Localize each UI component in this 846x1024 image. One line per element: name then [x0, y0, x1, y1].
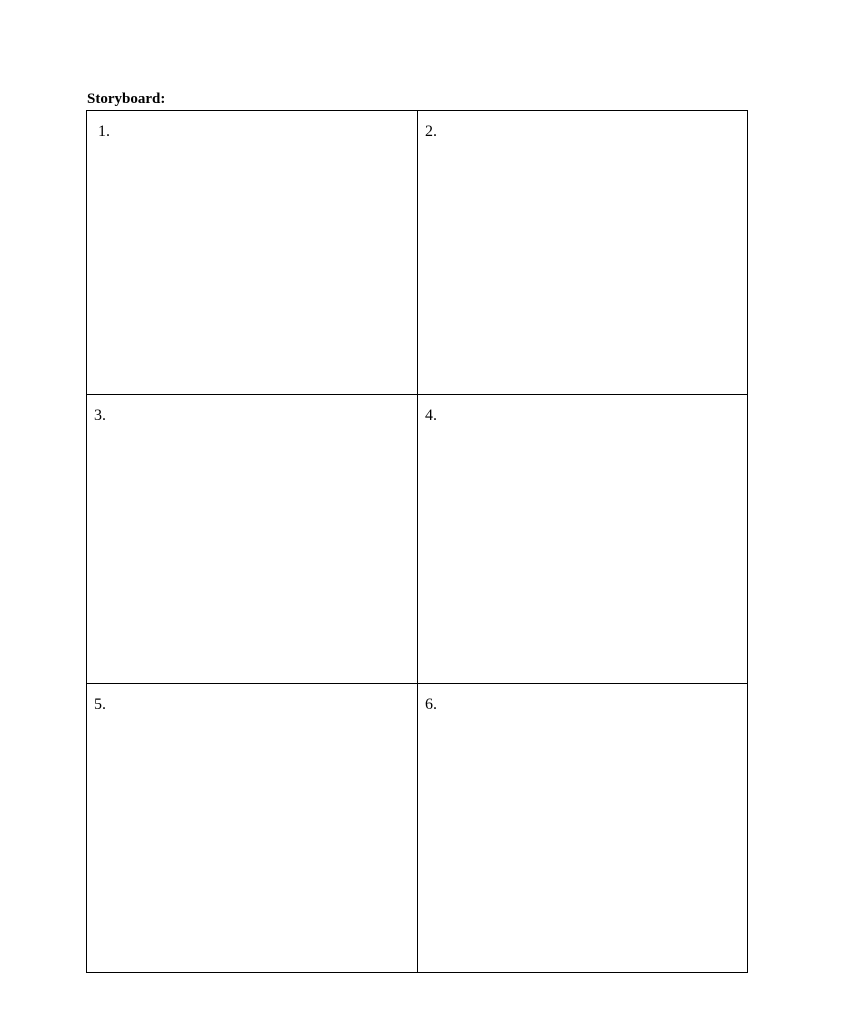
storyboard-heading: Storyboard:: [87, 91, 166, 107]
storyboard-grid: [86, 110, 748, 973]
storyboard-panel-3: [87, 395, 418, 684]
storyboard-panel-2: [418, 111, 747, 395]
storyboard-panel-1: [87, 111, 418, 395]
storyboard-panel-4: [418, 395, 747, 684]
panel-number: 6.: [425, 696, 437, 713]
panel-number: 2.: [425, 123, 437, 140]
panel-number: 3.: [94, 407, 106, 424]
panel-number: 4.: [425, 407, 437, 424]
storyboard-panel-6: [418, 684, 747, 972]
panel-number: 1.: [98, 123, 110, 140]
panel-number: 5.: [94, 696, 106, 713]
storyboard-panel-5: [87, 684, 418, 972]
